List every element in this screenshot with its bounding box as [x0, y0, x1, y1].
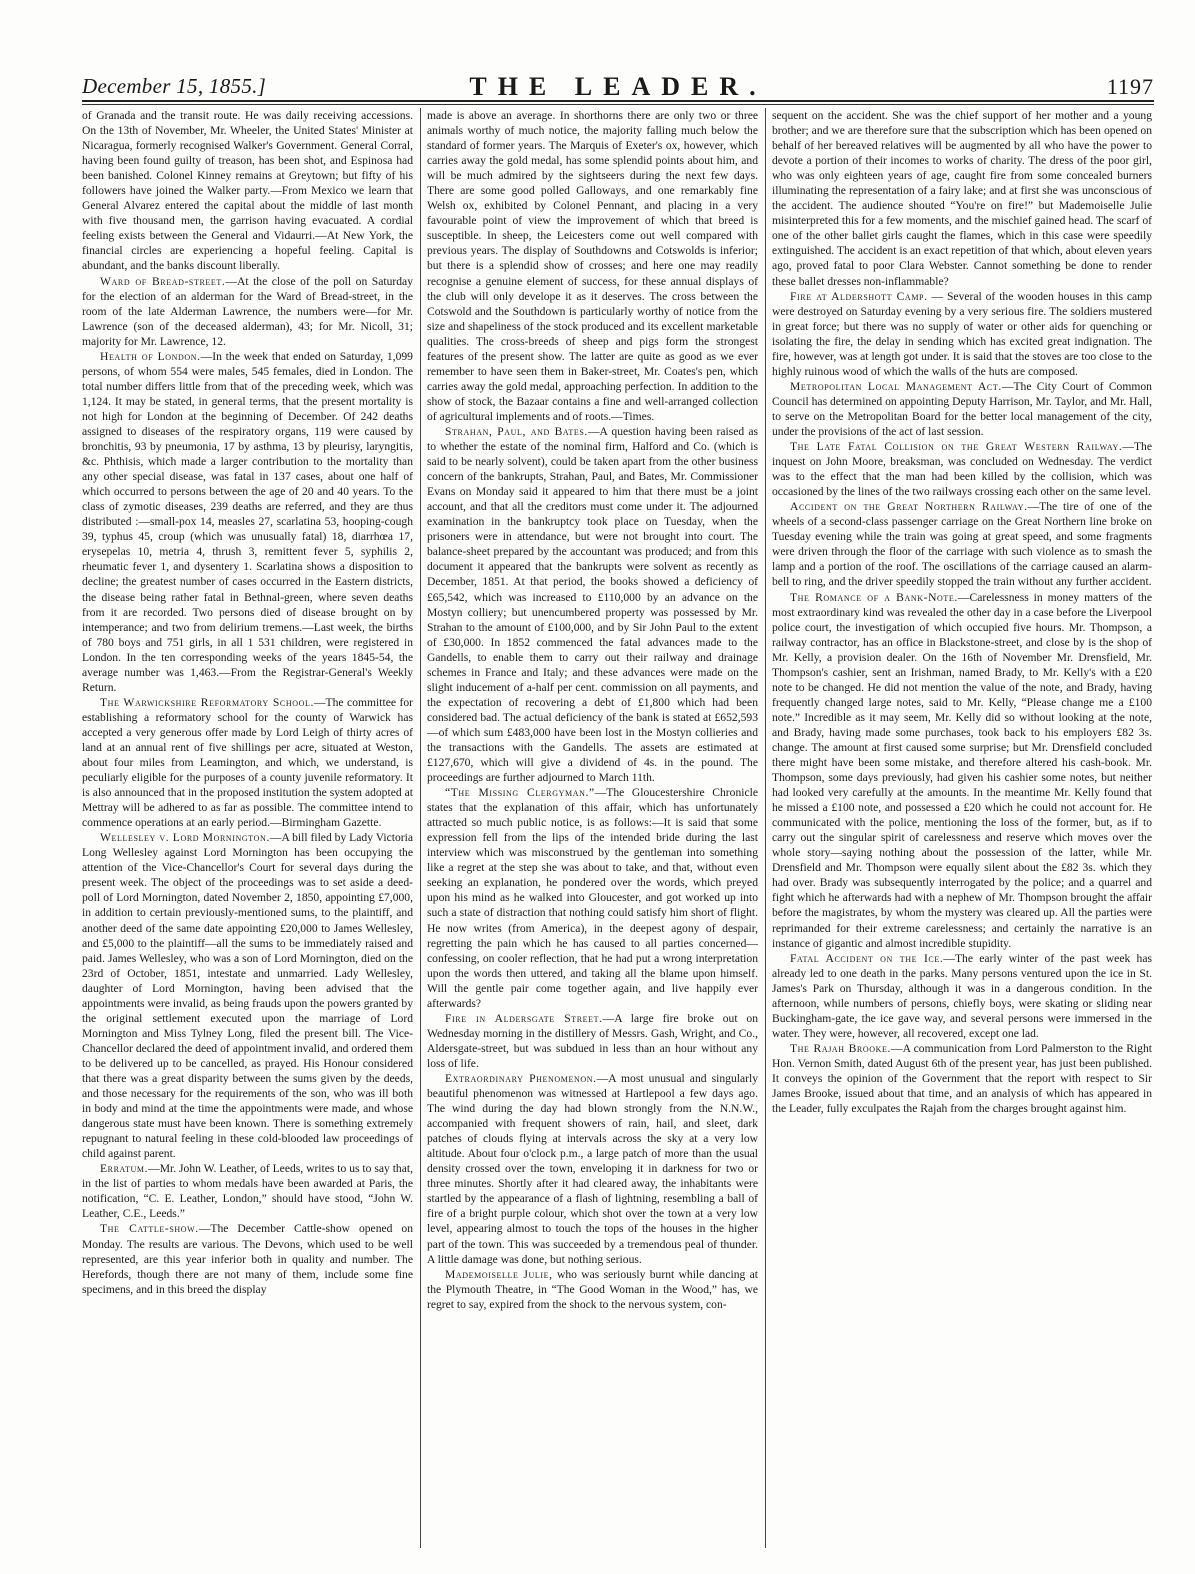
masthead	[82, 74, 1154, 100]
article-paragraph	[772, 108, 1152, 289]
article-text: —At the close of the poll on Saturday for the election of an alderman for the Ward of Bread-street, in the room of the late Alderman Lawrence, the numbers were—for Mr. Lawrence (son of the deceased alderman), 43; for Mr. Nicoll, 31; majority for Mr. Lawrence, 12.	[82, 274, 413, 348]
article-text: —A most unusual and singularly beautiful phenomenon was witnessed at Hartlepool a few days ago. The wind during the day had blown strongly from the N.N.W., accompanied with frequent showers of rain, hail, and sleet, dark patches of clouds flying at intervals across the sky at a very low altitude. About four o'clock p.m., a large patch of more than the usual density crossed over the town, enveloping it in darkness for two or three minutes. Shortly after it had cleared away, the inhabitants were startled by the appearance of a flash of lightning, resembling a ball of fire of a bright purple colour, which shot over the town at a very low level, appearing almost to touch the tops of the houses in the higher part of the town. This was succeeded by a tremendous peal of thunder. A little damage was done, but nothing serious.	[427, 1072, 758, 1266]
article-paragraph	[427, 785, 758, 1011]
issue-date: December 15, 1855.]	[82, 74, 267, 98]
article-text: —The December Cattle-show opened on Monday. The results are various. The Devons, which used to be well represented, are this year inferior both in quality and number. The Herefords, though there are not many of them, include some fine specimens, and in this breed the display	[82, 1222, 413, 1296]
article-paragraph	[82, 695, 413, 830]
article-heading: “The Missing Clergyman.”	[445, 786, 595, 800]
column-3	[772, 108, 1152, 1554]
column-divider	[420, 108, 421, 1548]
article-text: —The committee for establishing a reformatory school for the county of Warwick has accepted a very generous offer made by Lord Leigh of thirty acres of land at an annual rent of five shillings per acre, situated at Weston, about four miles from Leamington, and which, we understand, is peculiarly eligible for the purposes of a county juvenile reformatory. It is also announced that in the proposed institution the system adopted at Mettray will be adhered to as far as possible. The committee intend to commence operations at an early period.—Birmingham Gazette.	[82, 695, 413, 830]
article-paragraph	[772, 379, 1152, 439]
article-heading: Metropolitan Local Management Act.	[790, 379, 1002, 393]
column-divider	[765, 108, 766, 1548]
article-text: —A large fire broke out on Wednesday morning in the distillery of Messrs. Gash, Wright, and Co., Aldersgate-street, but was subdued in less than an hour without any loss of life.	[427, 1011, 758, 1070]
article-text: —The City Court of Common Council has determined on appointing Deputy Harrison, Mr. Taylor, and Mr. Hall, to serve on the Metropolitan Board for the better local management of the city, under the provisions of the act of last session.	[772, 379, 1152, 438]
article-heading: The Rajah Brooke.	[790, 1041, 891, 1055]
article-text: —A question having been raised as to whether the estate of the nominal firm, Halford and Co. (which is said to be nearly solvent), could be taken apart from the other business concern of the bankrupts, Strahan, Paul, and Bates, Mr. Commissioner Evans on Monday said it appeared to him that there must be a joint account, and that all the creditors must come under it. The adjourned examination in the bankruptcy took place on Tuesday, when the prisoners were in attendance, but were not brought into court. The balance-sheet prepared by the accountant was produced; and from this document it appeared that the bankrupts were solvent as recently as December, 1851. At that period, the books showed a deficiency of £65,542, which was increased to £110,000 by an advance on the Mostyn colliery; but unencumbered property was possessed by Mr. Strahan to the amount of £100,000, and by Sir John Paul to the extent of £30,000. In 1852 commenced the fatal advances made to the Gandells, to enable them to carry out their railway and drainage schemes in France and Italy; and these advances were made on the slight inducement of a-half per cent. commission on all payments, and the expectation of recovering a debt of £1,800 which had been considered bad. The actual deficiency of the bank is stated at £652,593—of which sum £483,000 have been lost in the Mostyn collieries and the transactions with the Gandells. The assets are estimated at £127,670, which will give a dividend of 4s. in the pound. The proceedings are further adjourned to March 11th.	[427, 424, 758, 785]
article-heading: Erratum.	[100, 1162, 149, 1176]
article-heading: Fire at Aldershott Camp.	[790, 289, 928, 303]
article-text: of Granada and the transit route. He was daily receiving accessions. On the 13th of November, Mr. Wheeler, the United States' Minister at Nicaragua, formerly recognised Walker's Government. General Corral, having been found guilty of treason, has been shot, and Espinosa had been banished. Colonel Kinney remains at Greytown; but fifty of his followers have joined the Walker party.—From Mexico we learn that General Alvarez entered the capital about the middle of last month with five thousand men, the garrison having evacuated. A cordial feeling exists between the General and Vidaurri.—At New York, the financial circles are experiencing a hopeful feeling. Capital is abundant, and the banks discount liberally.	[82, 109, 413, 273]
column-1	[82, 108, 413, 1554]
article-heading: Wellesley v. Lord Mornington.	[100, 831, 270, 845]
article-heading: The Late Fatal Collision on the Great Western Railway.	[790, 440, 1123, 454]
article-text: —Carelessness in money matters of the most extraordinary kind was revealed the other day in a case before the Liverpool police court, the investigation of which occupied five hours. Mr. Thompson, a railway contractor, has an office in Blackstone-street, and close by is the shop of Mr. Kelly, a provision dealer. On the 16th of November Mr. Drensfield, Mr. Thompson's cashier, sent an Irishman, named Brady, to Mr. Kelly's with a £20 note to be changed. He did not mention the value of the note, and Brady, having frequently changed large notes, said to Mr. Kelly, “Please change me a £100 note.” Incredible as it may seem, Mr. Kelly did so without looking at the note, and Brady, having made some purchases, took back to his employers £82 3s. change. The amount at first caused some surprise; but Mr. Drensfield concluded there might have been some mistake, and therefore altered his cash-book. Mr. Thompson, some days previously, had given his cashier some notes, but neither had looked very carefully at the amounts. In the meantime Mr. Kelly found that he missed a £100 note, and possessed a £20 which he could not account for. He communicated with the police, mentioning the loss of the former, but, as if to carry out the singular spirit of carelessness and reserve which moves over the whole story—saying nothing about the possession of the latter, while Mr. Drensfield and Mr. Thompson were equally silent about the £82 3s. which they had over. Brady was subsequently interrogated by the police; and a quarrel and fight which he afterwards had with a nephew of Mr. Thompson brought the affair before the magistrates, by whom the mystery was cleared up. All the parties were reprimanded for their extreme carelessness; and certainly the narrative is an instance of gigantic and almost incredible stupidity.	[772, 590, 1152, 950]
article-paragraph	[772, 439, 1152, 499]
article-text: sequent on the accident. She was the chief support of her mother and a young brother; and we are therefore sure that the subscription which has been opened on behalf of her bereaved relatives will be augmented by all who have the power to devote a portion of their incomes to works of charity. The dress of the poor girl, who was only eighteen years of age, caught fire from some concealed burners illuminating the representation of a fairy lake; and at first she was unconscious of the accident. The audience shouted “You're on fire!” but Mademoiselle Julie misinterpreted this for a few moments, and the mischief gained head. The scarf of one of the other ballet girls caught the flames, which in this case were speedily extinguished. The accident is an exact repetition of that which, about eleven years ago, proved fatal to poor Clara Webster. Cannot something be done to render these ballet dresses non-inflammable?	[772, 109, 1152, 288]
article-paragraph	[427, 108, 758, 424]
article-paragraph	[427, 1071, 758, 1267]
article-text: —The tire of one of the wheels of a second-class passenger carriage on the Great Northern line broke on Tuesday evening while the train was going at great speed, and some fragments were driven through the floor of the carriage with such violence as to smash the lamp and a portion of the roof. The oscillations of the carriage caused an alarm-bell to ring, and the driver speedily stopped the train without any further accident.	[772, 500, 1152, 589]
article-paragraph	[82, 830, 413, 1161]
article-heading: The Warwickshire Reformatory School.	[100, 695, 314, 709]
article-heading: The Cattle-show.	[100, 1222, 199, 1236]
page-number: 1197	[1106, 74, 1154, 99]
article-paragraph	[772, 951, 1152, 1041]
article-heading: Mademoiselle Julie,	[445, 1267, 553, 1281]
article-paragraph	[82, 108, 413, 274]
article-text: made is above an average. In shorthorns there are only two or three animals worthy of much notice, the majority falling much below the standard of former years. The Marquis of Exeter's ox, however, which carries away the gold medal, has some splendid points about him, and will be much admired by the sightseers during the next few days. There are some good polled Galloways, and one remarkably fine Welsh ox, exhibited by Colonel Pennant, and placing in a very favourable point of view the improvement of which that breed is susceptible. In sheep, the Leicesters come out well compared with previous years. The display of Southdowns and Cotswolds is inferior; but there is a splendid show of crosses; and here one may readily recognise a genuine element of success, for these annual displays of the club will only develope it as it deserves. The cross between the Cotswold and the Southdown is particularly worthy of notice from the size and shapeliness of the stock produced and its excellent marketable qualities. The cross-breeds of sheep and pigs form the strongest features of the present show. The latter are quite as good as we ever remember to have seen them in Baker-street, Mr. Coates's pen, which carries away the gold medal, approaching perfection. In addition to the show of stock, the Bazaar contains a fine and well-arranged collection of agricultural implements and of roots.—Times.	[427, 109, 758, 423]
article-text: —In the week that ended on Saturday, 1,099 persons, of whom 554 were males, 545 females, died in London. The total number differs little from that of the preceding week, which was 1,124. It may be stated, in general terms, that the present mortality is not high for London at the beginning of December. Of 242 deaths assigned to diseases of the respiratory organs, 119 were caused by bronchitis, 93 by pneumonia, 17 by asthma, 13 by pleurisy, laryngitis, &c. Phthisis, which made a larger contribution to the mortality than any other special disease, was fatal in 137 cases, about one half of which occurred to persons between the age of 20 and 40 years. To the class of zymotic diseases, 239 deaths are referred, and they are thus distributed :—small-pox 14, measles 27, scarlatina 53, hooping-cough 39, typhus 45, croup (which was unusually fatal) 18, diarrhœa 17, erysepelas 10, metria 4, thrush 3, remittent fever 5, syphilis 2, rheumatic fever 1, and dysentery 1. Scarlatina shows a disposition to decline; the greatest number of cases occurred in the Eastern districts, the disease being rather fatal in Bethnal-green, where seven deaths from it are recorded. Two persons died of disease brought on by intemperance; and two from delirium tremens.—Last week, the births of 780 boys and 751 girls, in all 1 531 children, were registered in London. In the ten corresponding weeks of the years 1845-54, the average number was 1,463.—From the Registrar-General's Weekly Return.	[82, 349, 413, 694]
article-paragraph	[82, 349, 413, 695]
article-text: —A bill filed by Lady Victoria Long Wellesley against Lord Mornington has been occupying the attention of the Vice-Chancellor's Court for several days during the present week. The object of the proceedings was to set aside a deed-poll of Lord Mornington, dated November 2, 1850, appointing £7,000, in addition to certain previously-mentioned sums, to the plaintiff, and another deed of the same date appointing £20,000 to James Wellesley, and £5,000 to the plaintiff—all the sums to be immediately raised and paid. James Wellesley, who was a son of Lord Mornington, died on the 23rd of October, 1851, intestate and unmarried. Lady Wellesley, daughter of Lord Mornington, having been advised that the appointments were invalid, as being frauds upon the powers granted by the original settlement executed upon the marriage of Lord Mornington and Miss Tylney Long, filed the present bill. The Vice-Chancellor declared the deed of appointment invalid, and ordered them to be delivered up to be cancelled, as prayed. His Honour considered that there was a great disparity between the sums given by the deeds, and those necessary for the requirements of the son, who was ill both in body and mind at the time the appointments were made, and whose dangerous state must have been known. There is something extremely repugnant to natural feeling in these cold-blooded law proceedings of child against parent.	[82, 831, 413, 1161]
article-heading: Accident on the Great Northern Railway.	[790, 500, 1028, 514]
article-paragraph	[427, 424, 758, 785]
article-heading: Ward of Bread-street.	[100, 274, 226, 288]
masthead-rule-thin	[82, 104, 1154, 105]
article-heading: The Romance of a Bank-Note.	[790, 590, 958, 604]
article-paragraph	[772, 499, 1152, 589]
article-heading: Fire in Aldersgate Street.	[445, 1011, 603, 1025]
column-2	[427, 108, 758, 1554]
article-heading: Strahan, Paul, and Bates.	[445, 424, 588, 438]
article-paragraph	[427, 1011, 758, 1071]
newspaper-title: THE LEADER.	[469, 72, 767, 101]
article-paragraph	[772, 1041, 1152, 1116]
article-text: —The Gloucestershire Chronicle states that the explanation of this affair, which has unfortunately attracted so much public notice, is as follows:—It is said that some expression fell from the lips of the intended bride during the last interview which was misconstrued by the gentleman into something like a regret at the step she was about to take, and that, without even seeking an explanation, he pondered over the words, which preyed upon his mind as he walked into Gloucester, and got worked up into such a state of distraction that nothing could satisfy him short of flight. He now writes (from America), in the deepest agony of despair, regretting the pain which he has caused to all parties concerned—confessing, on cooler reflection, that he had put a wrong interpretation upon the words then uttered, and taking all the blame upon himself. Will the gentle pair come together again, and live happily ever afterwards?	[427, 786, 758, 1010]
article-paragraph	[82, 1161, 413, 1221]
masthead-rule	[82, 100, 1154, 102]
article-text: —A communication from Lord Palmerston to the Right Hon. Vernon Smith, dated August 6th of the present year, has just been published. It conveys the opinion of the Government that the report with respect to Sir James Brooke, issued about that time, and an analysis of which has appeared in the Leader, fully exculpates the Rajah from the charges brought against him.	[772, 1041, 1152, 1116]
article-text: —The inquest on John Moore, breaksman, was concluded on Wednesday. The verdict was to the effect that the man had been killed by the collision, which was occasioned by the lines of the two railways crossing each other on the same level.	[772, 440, 1152, 499]
article-heading: Fatal Accident on the Ice.	[790, 951, 944, 965]
article-text: —The early winter of the past week has already led to one death in the parks. Many persons ventured upon the ice in St. James's Park on Thursday, although it was in a dangerous condition. In the afternoon, while numbers of persons, chiefly boys, were skating or sliding near Buckingham-gate, the ice gave way, and several persons were immersed in the water. They were, however, all recovered, except one lad.	[772, 951, 1152, 1040]
article-text: —Mr. John W. Leather, of Leeds, writes to us to say that, in the list of parties to whom medals have been awarded at Paris, the notification, “C. E. Leather, London,” should have stood, “John W. Leather, C.E., Leeds.”	[82, 1162, 413, 1221]
article-paragraph	[82, 274, 413, 349]
article-text: — Several of the wooden houses in this camp were destroyed on Saturday evening by a very serious fire. The soldiers mustered in great force; but there was no supply of water or other aids for quenching or isolating the fire, the delay in sending which has excited great indignation. The fire, however, was at length got under. It is said that the stoves are too close to the highly ruinous wood of which the walls of the huts are composed.	[772, 289, 1152, 378]
article-paragraph	[772, 289, 1152, 379]
article-paragraph	[427, 1267, 758, 1312]
article-text: who was seriously burnt while dancing at the Plymouth Theatre, in “The Good Woman in the Wood,” has, we regret to say, expired from the shock to the nervous system, con-	[427, 1267, 758, 1311]
article-paragraph	[772, 590, 1152, 951]
article-heading: Extraordinary Phenomenon.	[445, 1072, 597, 1085]
article-heading: Health of London.	[100, 349, 201, 363]
article-paragraph	[82, 1221, 413, 1296]
